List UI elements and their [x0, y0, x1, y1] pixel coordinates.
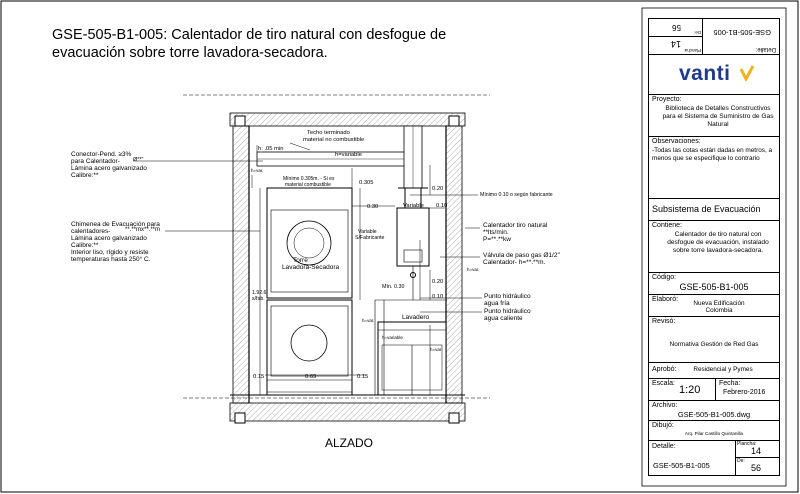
dim-020b: 0.20: [432, 279, 444, 285]
escala-value: 1:20: [679, 384, 701, 396]
proyecto-value: Biblioteca de Detalles Constructivos para el Sistema de Suministro de Gas Natural: [662, 105, 774, 128]
title-line-1: GSE-505-B1-005: Calentador de tiro natural con desfogue de: [52, 27, 447, 43]
dim-069: 0.69: [305, 374, 317, 380]
note-minimo2: material combustible: [285, 182, 331, 188]
fecha-label: Fecha:: [719, 380, 741, 387]
brand-check-icon: [739, 65, 755, 81]
tb-logo: [649, 55, 779, 95]
dim-015b: 0.15: [357, 374, 369, 380]
elaboro-label: Elaboró:: [652, 296, 679, 303]
note-cal3: P=**.**kw: [483, 236, 511, 243]
note-chim3: Lámina acero galvanizado: [71, 235, 147, 242]
tb-contiene: [649, 221, 779, 273]
dim-015a: 0.15: [253, 374, 265, 380]
note-hvar-bot: h=var.: [430, 347, 443, 352]
note-min030: Mín. 0.30: [382, 284, 405, 290]
detalle-value: GSE-505-B1-005: [653, 461, 710, 470]
tb-subsistema: [649, 199, 779, 221]
note-conector2b: Ø**": [133, 157, 144, 163]
brand-logo: vanti: [679, 62, 731, 85]
dim-010a: 0.10: [436, 203, 448, 209]
left-wall: [233, 126, 249, 403]
observaciones-label: Observaciones:: [652, 138, 701, 145]
note-variable: Variable: [403, 203, 424, 209]
note-chim5: Interior liso, rígido y resiste: [71, 249, 149, 256]
note-pf1: Punto hidráulico: [484, 293, 531, 300]
flipped-block: [649, 19, 779, 54]
note-chim2b: **.**mx**.**m: [125, 227, 161, 233]
detalle-label: Detalle:: [652, 443, 676, 450]
tb-flipped-header: [649, 19, 779, 55]
note-chim1: Chimenea de Evacuación para: [71, 221, 160, 228]
de-value: 56: [751, 463, 762, 473]
note-minimo-fab: Mínimo 0.10 o según fabricante: [480, 192, 553, 198]
contiene-value: Calentador de tiro natural con desfogue de evacuación, instalado sobre torre lavadora-secadora.: [667, 231, 769, 254]
note-chim4: Calibre:**: [71, 242, 99, 249]
archivo-value: GSE-505-B1-005.dwg: [677, 410, 751, 419]
contiene-label: Contiene:: [652, 222, 682, 229]
note-var-fab2: S/Fabricante: [355, 235, 385, 241]
flipped-code: GSE-505-B1-005: [713, 28, 771, 37]
flipped-plancha: 14: [670, 39, 681, 49]
note-conector4: Calibre:**: [71, 172, 99, 179]
flipped-detalle-label: Detalle:: [755, 46, 776, 52]
note-torre1: Torre: [293, 257, 308, 264]
tb-elaboro: [649, 295, 779, 317]
note-conector3: Lámina acero galvanizado: [71, 165, 147, 172]
note-conector2: para Calentador-: [71, 158, 120, 165]
observaciones-value: -Todas las cotas están dadas en metros, a menos que se especifique lo contrario: [652, 147, 773, 162]
dim-0305: 0.305: [359, 180, 374, 186]
reviso-value: Normativa Gestión de Red Gas: [669, 341, 759, 348]
note-h05: h: .05 min: [258, 146, 284, 152]
flipped-plancha-label: Plancha:: [683, 48, 701, 53]
note-pc2: agua caliente: [484, 315, 523, 322]
dibujo-label: Dibujó:: [652, 422, 674, 429]
de-label: De:: [737, 458, 745, 464]
note-minimo1: Mínimo 0.305m. - Si es: [283, 176, 335, 182]
plancha-label: Plancha:: [737, 441, 757, 447]
ceiling-slab: [183, 95, 490, 126]
tb-reviso: [649, 317, 779, 363]
note-conector1: Conector-Pend. ≥3%: [71, 151, 132, 158]
elaboro-value-1: Nueva Edificación: [693, 300, 745, 307]
archivo-label: Archivo:: [652, 402, 678, 409]
dim-020a: 0.20: [432, 186, 444, 192]
note-var-fab1: Variable: [358, 229, 377, 235]
dim-192: 1.92.6: [252, 290, 267, 296]
escala-label: Escala:: [652, 380, 675, 387]
note-chim6: temperaturas hasta 250° C.: [71, 256, 151, 263]
proyecto-label: Proyecto:: [652, 96, 682, 103]
aprobo-label: Aprobó:: [652, 366, 677, 373]
right-wall: [446, 126, 462, 403]
floor-slab: [183, 395, 490, 423]
dibujo-value: Arq. Pilar Castillo Quintanilla: [684, 431, 744, 436]
title-block: [648, 18, 780, 476]
aprobo-value: Residencial y Pymes: [693, 366, 753, 373]
note-sfab: s/fab.: [252, 296, 265, 302]
note-hvar-right: h=var.: [467, 267, 480, 272]
tb-aprobo: [649, 363, 779, 379]
note-hvar-lav: h=var.: [362, 318, 375, 323]
note-pc1: Punto hidráulico: [484, 308, 531, 315]
note-cal2: **lts/min.: [483, 229, 509, 236]
tb-detalle: [649, 441, 779, 475]
tb-codigo: [649, 273, 779, 295]
fecha-value: Febrero-2016: [723, 389, 766, 396]
dim-030: 0.30: [367, 204, 379, 210]
note-chim2: calentadores-: [71, 228, 111, 235]
note-pf2: agua fría: [484, 300, 510, 307]
codigo-label: Código:: [652, 274, 677, 281]
washer-dryer-tower: [267, 188, 352, 395]
note-cal1: Calentador tiro natural: [483, 222, 548, 229]
tb-proyecto: [649, 95, 779, 137]
note-hvariable-top: h=variable: [335, 152, 362, 158]
plancha-value: 14: [751, 446, 762, 456]
tb-archivo: [649, 401, 779, 421]
note-valv1: Válvula de paso gas Ø1/2": [483, 252, 560, 259]
elaboro-value-2: Colombia: [705, 307, 733, 314]
subsistema-value: Subsistema de Evacuación: [652, 204, 761, 214]
note-lavadero: Lavadero: [402, 314, 430, 321]
flipped-de: 56: [672, 23, 681, 32]
reviso-label: Revisó:: [652, 318, 676, 325]
note-hvar-left: h=var.: [251, 168, 264, 173]
tb-escala: [649, 379, 779, 401]
note-hvariable-mid: h=variable: [382, 335, 403, 340]
dim-010b: 0.10: [432, 294, 444, 300]
view-label: ALZADO: [325, 436, 374, 450]
note-techo: Techo terminado: [307, 130, 350, 136]
codigo-value: GSE-505-B1-005: [679, 282, 749, 292]
note-valv2: Calentador- h=**.**m.: [483, 259, 546, 266]
note-techo2: material no combustible: [303, 137, 365, 143]
title-line-2: evacuación sobre torre lavadora-secadora.: [52, 45, 328, 61]
tb-observaciones: [649, 137, 779, 199]
tb-dibujo: [649, 421, 779, 441]
flipped-de-label: De:: [693, 30, 701, 35]
note-torre2: Lavadora-Secadora: [282, 264, 340, 271]
